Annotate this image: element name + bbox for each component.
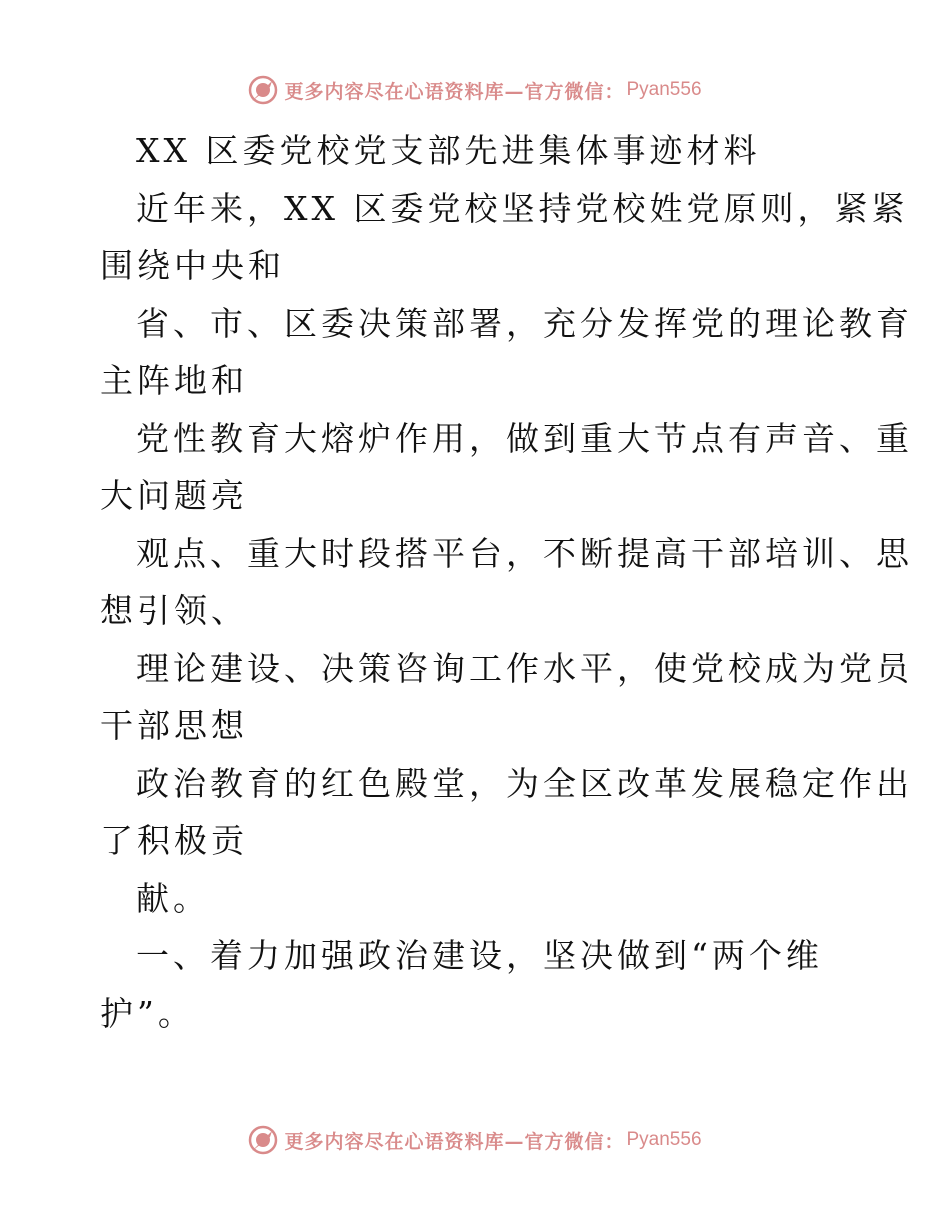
paragraph-line: 干部思想	[100, 706, 248, 745]
paragraph-line: 主阵地和	[100, 361, 248, 400]
header-watermark-banner	[0, 70, 950, 110]
paragraph-line: 理论建设、决策咨询工作水平，使党校成为党员	[136, 648, 913, 688]
paragraph-line: 了积极贡	[100, 821, 248, 860]
paragraph-line: 政治教育的红色殿堂，为全区改革发展稳定作出	[136, 763, 913, 803]
pen-logo-icon	[248, 75, 278, 105]
paragraph-line: 大问题亮	[100, 476, 248, 515]
paragraph-line: 想引领、	[100, 591, 248, 630]
paragraph-line: 近年来，XX 区委党校坚持党校姓党原则，紧紧	[136, 188, 909, 228]
document-body	[100, 122, 913, 1042]
document-title: XX 区委党校党支部先进集体事迹材料	[136, 131, 761, 170]
footer-watermark-text: 更多内容尽在心语资料库—官方微信：	[284, 1130, 625, 1153]
section-heading-continued: 护”。	[100, 993, 195, 1033]
pen-logo-icon	[248, 1125, 278, 1155]
footer-watermark-banner	[0, 1120, 950, 1160]
section-heading: 一、着力加强政治建设，坚决做到“两个维	[136, 936, 823, 975]
footer-watermark-handle: Pyan556	[626, 1129, 702, 1150]
paragraph-line: 献。	[136, 878, 210, 918]
header-watermark-text: 更多内容尽在心语资料库—官方微信：	[284, 80, 625, 103]
paragraph-line: 省、市、区委决策部署，充分发挥党的理论教育	[136, 303, 913, 343]
paragraph-line: 观点、重大时段搭平台，不断提高干部培训、思	[136, 533, 913, 573]
paragraph-line: 围绕中央和	[100, 246, 285, 285]
paragraph-line: 党性教育大熔炉作用，做到重大节点有声音、重	[136, 418, 913, 458]
header-watermark-handle: Pyan556	[626, 79, 702, 100]
